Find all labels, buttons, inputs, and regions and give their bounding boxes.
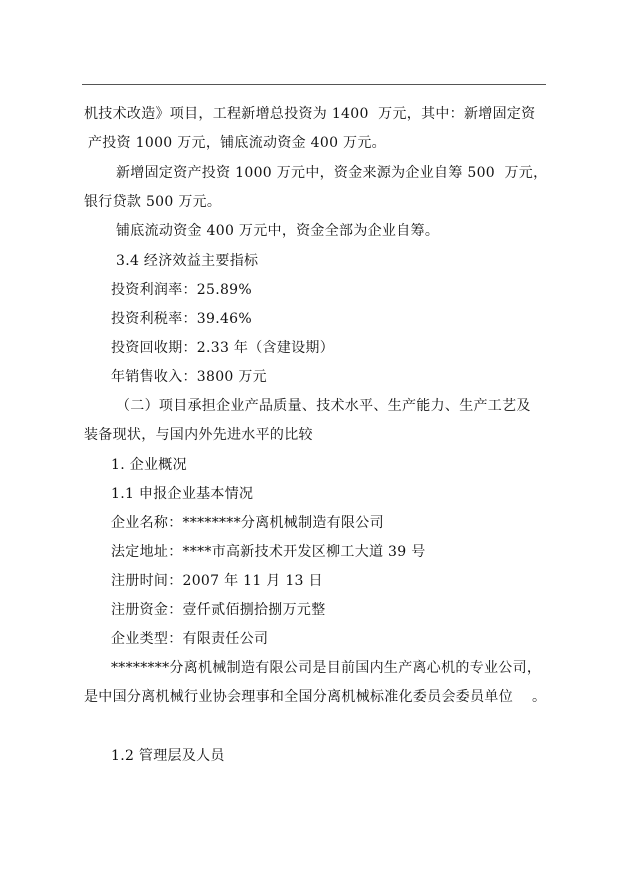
metric-line: 投资利润率：25.89% — [111, 282, 252, 298]
section-heading: 3.4 经济效益主要指标 — [116, 253, 259, 269]
company-info-line: 注册时间：2007 年 11 月 13 日 — [111, 573, 323, 589]
company-info-line: 企业名称：********分离机械制造有限公司 — [111, 515, 384, 531]
paragraph-line: 机技术改造》项目，工程新增总投资为 1400 万元，其中：新增固定资 — [84, 106, 536, 122]
paragraph-line: 银行贷款 500 万元。 — [84, 194, 222, 210]
section-heading: （二）项目承担企业产品质量、技术水平、生产能力、生产工艺及 — [116, 398, 531, 414]
metric-line: 投资利税率：39.46% — [111, 311, 252, 327]
metric-line: 年销售收入：3800 万元 — [111, 369, 267, 385]
section-heading: 装备现状，与国内外先进水平的比较 — [84, 427, 313, 443]
company-info-line: 注册资金：壹仟贰佰捌拾捌万元整 — [111, 602, 326, 618]
paragraph-line: 产投资 1000 万元，铺底流动资金 400 万元。 — [88, 135, 386, 151]
metric-line: 投资回收期：2.33 年（含建设期） — [111, 340, 335, 356]
paragraph-line: 是中国分离机械行业协会理事和全国分离机械标准化委员会委员单位 。 — [84, 689, 547, 705]
company-info-line: 企业类型：有限责任公司 — [111, 631, 269, 647]
subsection-heading: 1.2 管理层及人员 — [111, 748, 225, 764]
subsection-heading: 1. 企业概况 — [111, 457, 187, 473]
paragraph-line: 新增固定资产投资 1000 万元中，资金来源为企业自筹 500 万元， — [116, 165, 548, 181]
paragraph-line: ********分离机械制造有限公司是目前国内生产离心机的专业公司， — [111, 660, 542, 676]
header-rule — [82, 84, 546, 85]
subsection-heading: 1.1 申报企业基本情况 — [111, 486, 254, 502]
paragraph-line: 铺底流动资金 400 万元中，资金全部为企业自筹。 — [116, 223, 440, 239]
company-info-line: 法定地址：****市高新技术开发区柳工大道 39 号 — [111, 544, 426, 560]
